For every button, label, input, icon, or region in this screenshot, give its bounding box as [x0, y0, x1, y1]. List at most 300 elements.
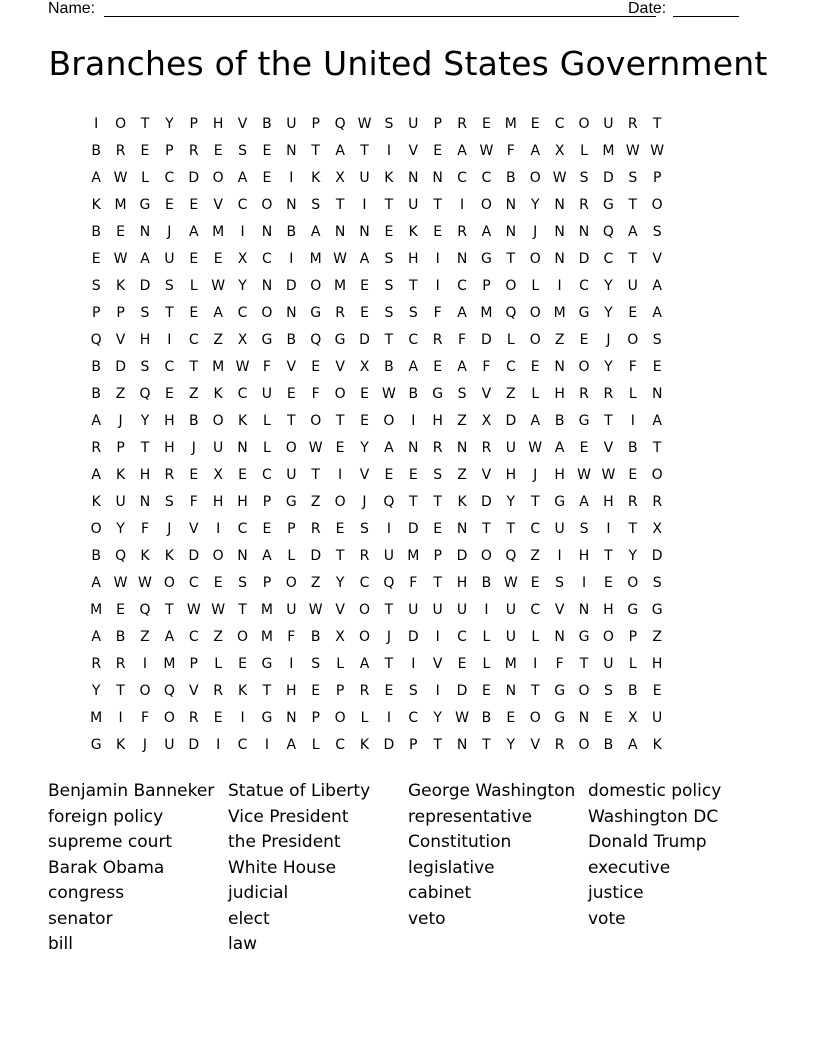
- word-list-item: George Washington: [408, 781, 576, 801]
- grid-letter: N: [578, 602, 590, 618]
- grid-letter: H: [286, 683, 297, 699]
- grid-letter: W: [357, 116, 372, 132]
- grid-letter: N: [554, 224, 565, 240]
- page-title: Branches of the United States Government: [48, 44, 768, 83]
- grid-letter: U: [456, 602, 468, 618]
- grid-letter: S: [652, 332, 662, 348]
- grid-row: [84, 600, 744, 627]
- grid-letter: N: [408, 170, 419, 186]
- grid-letter: B: [286, 332, 297, 348]
- grid-row: [84, 357, 744, 384]
- grid-letter: V: [213, 197, 223, 213]
- grid-letter: X: [359, 359, 370, 375]
- grid-letter: C: [554, 116, 565, 132]
- grid-letter: Q: [602, 224, 614, 240]
- grid-letter: N: [554, 359, 565, 375]
- grid-letter: T: [116, 683, 125, 699]
- grid-letter: L: [214, 656, 223, 672]
- grid-letter: E: [238, 656, 247, 672]
- grid-letter: E: [360, 278, 369, 294]
- grid-letter: I: [411, 413, 416, 429]
- grid-letter: J: [606, 332, 611, 348]
- grid-letter: M: [260, 602, 273, 618]
- grid-letter: I: [484, 602, 489, 618]
- grid-letter: L: [628, 386, 637, 402]
- grid-letter: I: [216, 737, 221, 753]
- grid-letter: I: [289, 170, 294, 186]
- grid-letter: T: [384, 656, 394, 672]
- word-list: [48, 780, 768, 959]
- grid-letter: L: [580, 143, 588, 159]
- grid-letter: R: [481, 440, 492, 456]
- grid-letter: T: [408, 278, 418, 294]
- grid-letter: N: [578, 224, 590, 240]
- grid-letter: T: [604, 548, 613, 564]
- grid-letter: M: [480, 305, 493, 321]
- grid-letter: P: [116, 440, 125, 456]
- grid-letter: D: [481, 332, 492, 348]
- grid-letter: N: [456, 440, 468, 456]
- grid-letter: Y: [116, 521, 125, 537]
- grid-letter: R: [115, 656, 126, 672]
- grid-letter: R: [335, 305, 345, 321]
- grid-letter: I: [167, 332, 172, 348]
- grid-letter: J: [386, 629, 391, 645]
- grid-letter: T: [482, 737, 491, 753]
- grid-letter: H: [139, 332, 151, 348]
- grid-letter: F: [140, 710, 149, 726]
- grid-letter: O: [505, 278, 517, 294]
- grid-letter: A: [188, 224, 199, 240]
- grid-letter: T: [628, 197, 638, 213]
- grid-letter: C: [530, 521, 541, 537]
- grid-letter: Z: [115, 386, 126, 402]
- grid-letter: B: [91, 143, 101, 159]
- grid-row: [84, 168, 744, 195]
- grid-letter: S: [384, 305, 394, 321]
- grid-letter: P: [311, 116, 320, 132]
- grid-letter: Q: [310, 332, 322, 348]
- grid-letter: B: [627, 440, 638, 456]
- grid-letter: M: [602, 143, 615, 159]
- grid-row: [84, 195, 744, 222]
- grid-letter: S: [652, 575, 662, 591]
- grid-letter: E: [311, 683, 321, 699]
- grid-letter: S: [408, 305, 418, 321]
- grid-letter: V: [603, 440, 614, 456]
- grid-letter: Y: [140, 413, 150, 429]
- grid-letter: E: [262, 143, 272, 159]
- grid-letter: S: [164, 494, 174, 510]
- grid-letter: A: [91, 467, 101, 483]
- grid-letter: T: [335, 413, 345, 429]
- grid-letter: B: [481, 575, 492, 591]
- grid-letter: T: [530, 494, 540, 510]
- grid-letter: H: [603, 602, 614, 618]
- grid-letter: A: [457, 143, 467, 159]
- header-row: [48, 0, 748, 22]
- grid-letter: Q: [90, 332, 102, 348]
- grid-letter: S: [140, 359, 150, 375]
- grid-letter: A: [359, 251, 370, 267]
- grid-letter: L: [287, 548, 296, 564]
- grid-letter: Z: [457, 413, 467, 429]
- grid-letter: E: [238, 467, 247, 483]
- grid-letter: E: [189, 251, 199, 267]
- grid-letter: B: [554, 413, 565, 429]
- grid-letter: T: [262, 683, 272, 699]
- grid-letter: O: [261, 197, 273, 213]
- grid-letter: L: [263, 440, 271, 456]
- grid-letter: D: [188, 170, 200, 186]
- grid-letter: I: [240, 224, 245, 240]
- grid-letter: Y: [604, 278, 613, 294]
- grid-letter: T: [140, 440, 150, 456]
- grid-row: [84, 546, 744, 573]
- grid-letter: E: [628, 467, 638, 483]
- grid-letter: E: [384, 683, 394, 699]
- grid-letter: N: [578, 710, 590, 726]
- grid-letter: E: [384, 224, 394, 240]
- grid-letter: E: [433, 143, 443, 159]
- grid-letter: X: [335, 629, 345, 645]
- grid-letter: K: [140, 548, 150, 564]
- grid-letter: Z: [506, 386, 516, 402]
- word-list-item: vote: [588, 908, 626, 929]
- grid-letter: E: [652, 683, 662, 699]
- grid-letter: C: [603, 251, 614, 267]
- grid-letter: O: [212, 170, 224, 186]
- grid-letter: C: [237, 386, 248, 402]
- grid-letter: U: [652, 710, 663, 726]
- grid-letter: O: [115, 116, 127, 132]
- grid-letter: T: [140, 116, 150, 132]
- grid-letter: K: [384, 170, 394, 186]
- grid-letter: E: [213, 143, 223, 159]
- grid-letter: R: [188, 710, 199, 726]
- grid-letter: O: [480, 197, 492, 213]
- grid-letter: T: [433, 575, 442, 591]
- grid-letter: R: [652, 494, 663, 510]
- grid-letter: A: [213, 305, 223, 321]
- grid-letter: R: [432, 440, 443, 456]
- grid-letter: F: [506, 143, 515, 159]
- grid-letter: C: [359, 575, 370, 591]
- grid-letter: L: [531, 278, 540, 294]
- grid-letter: T: [506, 521, 516, 537]
- grid-letter: N: [286, 143, 297, 159]
- grid-letter: G: [481, 251, 492, 267]
- grid-letter: G: [261, 656, 273, 672]
- grid-letter: C: [579, 278, 589, 294]
- grid-letter: T: [384, 602, 394, 618]
- grid-letter: U: [164, 251, 175, 267]
- grid-letter: V: [652, 251, 662, 267]
- grid-letter: N: [237, 548, 248, 564]
- grid-letter: L: [482, 656, 491, 672]
- grid-letter: H: [212, 116, 224, 132]
- grid-letter: O: [578, 116, 590, 132]
- grid-letter: X: [237, 251, 248, 267]
- grid-row: [84, 249, 744, 276]
- grid-letter: E: [91, 251, 101, 267]
- grid-letter: G: [627, 602, 639, 618]
- grid-letter: J: [142, 737, 148, 753]
- grid-letter: I: [386, 143, 391, 159]
- grid-letter: K: [457, 494, 467, 510]
- name-blank-line: [104, 16, 656, 17]
- grid-letter: O: [578, 737, 590, 753]
- grid-letter: P: [652, 170, 662, 186]
- grid-letter: T: [433, 737, 442, 753]
- grid-letter: A: [408, 359, 419, 375]
- grid-letter: E: [360, 413, 369, 429]
- word-list-item: judicial: [228, 883, 289, 903]
- grid-letter: V: [335, 602, 345, 618]
- grid-letter: E: [603, 710, 613, 726]
- grid-letter: E: [628, 305, 638, 321]
- grid-letter: A: [652, 278, 662, 294]
- grid-letter: B: [310, 629, 321, 645]
- grid-letter: A: [628, 737, 638, 753]
- grid-letter: O: [261, 305, 273, 321]
- grid-letter: Y: [604, 305, 613, 321]
- word-list-item: Constitution: [408, 832, 512, 852]
- grid-letter: N: [505, 224, 517, 240]
- grid-letter: C: [188, 629, 199, 645]
- grid-letter: G: [90, 737, 102, 753]
- grid-letter: T: [311, 143, 320, 159]
- grid-letter: E: [140, 143, 150, 159]
- grid-letter: S: [164, 278, 174, 294]
- grid-letter: V: [188, 683, 199, 699]
- grid-letter: C: [530, 602, 541, 618]
- grid-letter: W: [601, 467, 616, 483]
- grid-letter: R: [432, 332, 443, 348]
- grid-letter: I: [435, 683, 440, 699]
- grid-letter: T: [189, 359, 199, 375]
- grid-letter: D: [481, 494, 492, 510]
- grid-letter: O: [529, 710, 541, 726]
- grid-letter: W: [333, 251, 348, 267]
- grid-letter: U: [408, 116, 419, 132]
- grid-letter: K: [115, 737, 126, 753]
- grid-letter: E: [433, 359, 443, 375]
- word-list-item: Statue of Liberty: [228, 781, 371, 801]
- grid-letter: M: [90, 710, 103, 726]
- grid-letter: R: [457, 116, 467, 132]
- word-list-item: Washington DC: [588, 806, 719, 827]
- grid-letter: G: [578, 629, 590, 645]
- grid-letter: M: [114, 197, 127, 213]
- grid-letter: N: [432, 170, 443, 186]
- grid-letter: P: [287, 521, 296, 537]
- grid-letter: H: [578, 548, 590, 564]
- grid-letter: G: [602, 197, 614, 213]
- grid-letter: S: [579, 170, 589, 186]
- grid-letter: P: [189, 656, 198, 672]
- grid-letter: U: [603, 116, 614, 132]
- grid-letter: Z: [652, 629, 662, 645]
- grid-letter: S: [433, 467, 443, 483]
- grid-letter: N: [651, 386, 663, 402]
- grid-letter: L: [531, 629, 540, 645]
- grid-letter: G: [261, 710, 273, 726]
- grid-letter: L: [482, 629, 491, 645]
- grid-letter: L: [141, 170, 149, 186]
- word-list-item: elect: [228, 908, 270, 929]
- grid-letter: N: [139, 224, 151, 240]
- grid-letter: U: [505, 440, 516, 456]
- grid-row: [84, 627, 744, 654]
- grid-letter: S: [311, 197, 321, 213]
- grid-letter: D: [603, 170, 614, 186]
- grid-letter: P: [91, 305, 101, 321]
- grid-letter: M: [407, 548, 420, 564]
- grid-letter: Y: [335, 575, 345, 591]
- grid-letter: A: [652, 413, 662, 429]
- grid-letter: S: [579, 521, 589, 537]
- grid-letter: X: [652, 521, 662, 537]
- grid-letter: U: [261, 386, 273, 402]
- grid-letter: V: [554, 602, 565, 618]
- grid-letter: W: [455, 710, 469, 726]
- grid-row: [84, 276, 744, 303]
- grid-row: [84, 114, 744, 141]
- grid-letter: W: [552, 170, 567, 186]
- grid-letter: R: [188, 143, 199, 159]
- grid-letter: A: [237, 170, 248, 186]
- grid-letter: T: [384, 197, 394, 213]
- grid-letter: O: [529, 170, 541, 186]
- grid-letter: S: [238, 575, 247, 591]
- word-list-item: senator: [48, 908, 113, 929]
- grid-letter: S: [384, 251, 394, 267]
- name-label: Name:: [48, 0, 96, 17]
- grid-letter: I: [435, 278, 440, 294]
- grid-letter: E: [579, 440, 589, 456]
- grid-letter: M: [504, 116, 517, 132]
- grid-letter: O: [529, 332, 541, 348]
- grid-letter: Z: [530, 548, 541, 564]
- grid-letter: N: [554, 251, 565, 267]
- grid-letter: O: [358, 602, 370, 618]
- grid-letter: C: [188, 575, 199, 591]
- grid-letter: B: [481, 710, 492, 726]
- grid-letter: H: [164, 440, 175, 456]
- grid-letter: E: [311, 359, 321, 375]
- grid-letter: U: [286, 116, 297, 132]
- grid-letter: O: [627, 575, 639, 591]
- grid-letter: U: [408, 602, 419, 618]
- grid-letter: U: [286, 467, 297, 483]
- grid-letter: O: [334, 710, 346, 726]
- grid-letter: B: [91, 386, 101, 402]
- grid-letter: A: [140, 251, 150, 267]
- grid-letter: O: [651, 197, 663, 213]
- grid-letter: R: [359, 683, 370, 699]
- grid-letter: I: [338, 467, 343, 483]
- grid-letter: T: [628, 521, 638, 537]
- grid-letter: C: [505, 359, 516, 375]
- word-list-item: justice: [588, 883, 644, 903]
- grid-letter: B: [91, 548, 101, 564]
- grid-letter: A: [164, 629, 175, 645]
- word-list-item: White House: [228, 857, 337, 878]
- grid-letter: H: [139, 467, 151, 483]
- word-list-item: the President: [228, 832, 341, 852]
- grid-letter: I: [581, 575, 587, 591]
- grid-letter: I: [606, 521, 611, 537]
- grid-letter: T: [433, 494, 442, 510]
- grid-letter: Q: [383, 494, 395, 510]
- grid-letter: Y: [506, 494, 516, 510]
- grid-letter: K: [237, 683, 248, 699]
- grid-letter: G: [651, 602, 663, 618]
- grid-letter: O: [529, 251, 541, 267]
- grid-letter: T: [360, 143, 369, 159]
- grid-letter: T: [482, 521, 491, 537]
- grid-letter: C: [262, 251, 272, 267]
- grid-letter: R: [91, 656, 102, 672]
- word-list-item: Benjamin Banneker: [48, 781, 215, 801]
- grid-letter: I: [94, 116, 99, 132]
- grid-letter: E: [360, 305, 369, 321]
- grid-row: [84, 519, 744, 546]
- word-list-item: veto: [408, 908, 446, 929]
- grid-letter: O: [383, 413, 395, 429]
- grid-letter: A: [91, 413, 101, 429]
- grid-letter: E: [530, 116, 540, 132]
- grid-letter: S: [238, 143, 247, 159]
- grid-letter: L: [506, 332, 515, 348]
- grid-letter: N: [408, 440, 419, 456]
- grid-letter: U: [408, 197, 419, 213]
- grid-letter: N: [359, 224, 370, 240]
- grid-letter: W: [577, 467, 591, 483]
- grid-letter: F: [287, 629, 296, 645]
- grid-letter: X: [554, 143, 565, 159]
- grid-letter: E: [506, 710, 516, 726]
- grid-letter: H: [237, 494, 248, 510]
- grid-letter: U: [383, 548, 394, 564]
- grid-letter: Y: [506, 737, 516, 753]
- grid-letter: F: [482, 359, 491, 375]
- grid-letter: C: [262, 467, 272, 483]
- grid-letter: A: [652, 305, 662, 321]
- grid-letter: W: [186, 602, 201, 618]
- grid-letter: T: [335, 548, 345, 564]
- grid-letter: N: [505, 683, 517, 699]
- grid-letter: Q: [139, 602, 151, 618]
- grid-letter: O: [163, 575, 175, 591]
- grid-letter: R: [627, 116, 638, 132]
- grid-letter: T: [238, 602, 247, 618]
- grid-letter: R: [627, 494, 638, 510]
- grid-letter: C: [481, 170, 492, 186]
- grid-letter: H: [554, 386, 565, 402]
- grid-letter: D: [505, 413, 517, 429]
- word-list-item: Donald Trump: [588, 832, 707, 852]
- grid-letter: G: [310, 305, 322, 321]
- grid-letter: N: [286, 710, 297, 726]
- grid-letter: P: [433, 548, 442, 564]
- word-list-item: bill: [48, 934, 73, 954]
- grid-letter: B: [408, 386, 419, 402]
- grid-letter: R: [554, 737, 565, 753]
- grid-letter: F: [628, 359, 637, 375]
- grid-letter: C: [237, 737, 248, 753]
